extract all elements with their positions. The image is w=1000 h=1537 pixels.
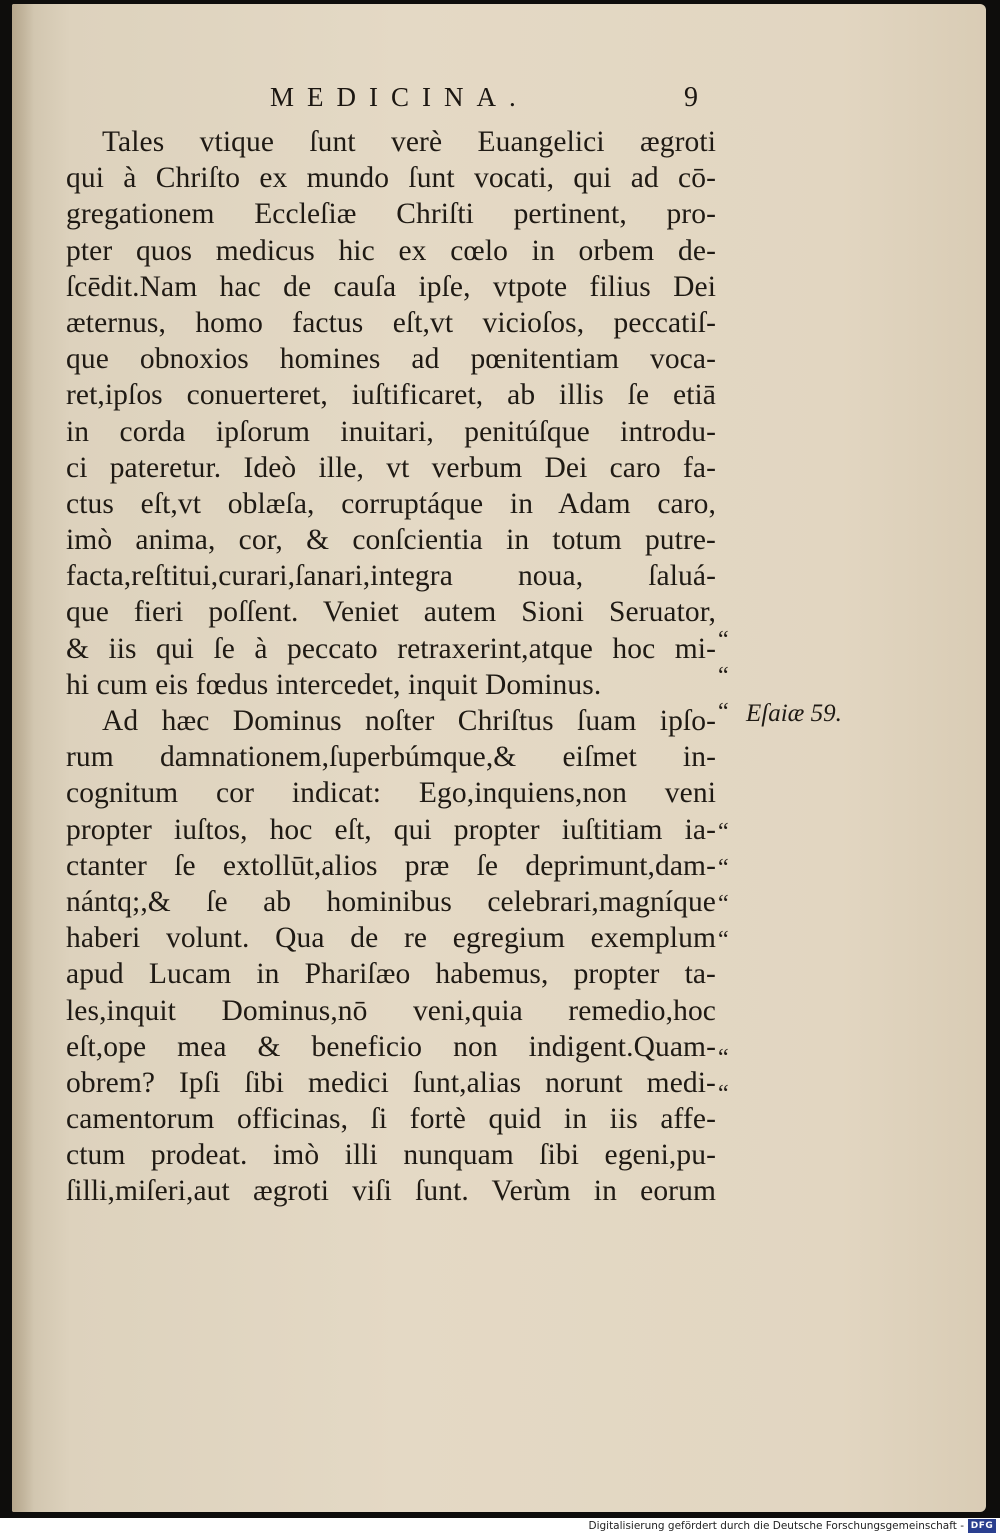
text-line: haberi volunt. Qua de re egregium exemplum (66, 922, 716, 955)
text-line: ctanter ſe extollūt,alios præ ſe deprimunt,dam- (66, 849, 716, 882)
text-line: les,inquit Dominus,nō veni,quia remedio,hoc (66, 994, 716, 1027)
text-line: Tales vtique ſunt verè Euangelici ægroti (102, 126, 716, 158)
text-line: æternus, homo factus eſt,vt vicioſos, peccatiſ- (66, 306, 716, 339)
text-line: ſilli,miſeri,aut ægroti viſi ſunt. Verùm in eorum (66, 1175, 716, 1208)
margin-quote-mark: “ (718, 819, 729, 845)
text-line: pter quos medicus hic ex cœlo in orbem de- (66, 234, 716, 267)
dfg-logo-icon: DFG (968, 1519, 996, 1533)
text-line: camentorum officinas, ſi fortè quid in iis affe- (66, 1103, 716, 1136)
margin-quote-mark: “ (718, 855, 729, 881)
body-text (66, 124, 716, 1210)
text-line: in corda ipſorum inuitari, penitúſque introdu- (66, 415, 716, 448)
text-line: imò anima, cor, & conſcientia in totum putre- (66, 524, 716, 557)
text-line: ctus eſt,vt oblæſa, corruptáque in Adam caro, (66, 487, 716, 520)
text-line: rum damnationem,ſuperbúmque,& eiſmet in- (66, 741, 716, 774)
text-line: ctum prodeat. imò illi nunquam ſibi egeni,pu- (66, 1139, 716, 1172)
margin-quote-mark: “ (718, 663, 729, 689)
text-line: propter iuſtos, hoc eſt, qui propter iuſtitiam ia- (66, 813, 716, 846)
text-line: qui à Chriſto ex mundo ſunt vocati, qui ad cō- (66, 162, 716, 195)
text-line: cognitum cor indicat: Ego,inquiens,non veni (66, 777, 716, 810)
footer-credit: Digitalisierung gefördert durch die Deutsche Forschungsgemeinschaft - (588, 1520, 964, 1532)
text-line: obrem? Ipſi ſibi medici ſunt,alias norunt medi- (66, 1066, 716, 1099)
margin-note-scripture-reference: Eſaiæ 59. (746, 700, 842, 727)
text-line: & iis qui ſe à peccato retraxerint,atque hoc mi- (66, 632, 716, 665)
text-line: Ad hæc Dominus noſter Chriſtus ſuam ipſo- (102, 705, 716, 737)
text-line: hi cum eis fœdus intercedet, inquit Dominus. (66, 668, 602, 701)
margin-quote-mark: “ (718, 627, 729, 653)
text-line: que fieri poſſent. Veniet autem Sioni Seruator, (66, 596, 716, 629)
text-line: nántq;,& ſe ab hominibus celebrari,magníque (66, 885, 716, 918)
margin-quote-mark: “ (718, 927, 729, 953)
text-line: gregationem Eccleſiæ Chriſti pertinent, pro- (66, 198, 716, 231)
text-line: que obnoxios homines ad pœnitentiam voca- (66, 343, 716, 376)
text-line: facta,reſtitui,curari,ſanari,integra noua, ſaluá- (66, 560, 716, 593)
text-line: eſt,ope mea & beneficio non indigent.Quam- (66, 1030, 716, 1063)
page-number: 9 (684, 82, 698, 113)
margin-quote-mark: “ (718, 1081, 729, 1107)
text-line: ci pateretur. Ideò ille, vt verbum Dei caro fa- (66, 451, 716, 484)
text-line: ſcēdit.Nam hac de cauſa ipſe, vtpote filius Dei (66, 270, 716, 303)
margin-quote-mark: “ (718, 891, 729, 917)
page-gutter-shadow (12, 4, 34, 1512)
book-page (12, 4, 986, 1512)
text-line: ret,ipſos conuerteret, iuſtificaret, ab illis ſe etiā (66, 379, 716, 412)
margin-quote-mark: “ (718, 1045, 729, 1071)
running-head: MEDICINA. (270, 82, 529, 112)
margin-quote-mark: “ (718, 699, 729, 725)
text-line: apud Lucam in Phariſæo habemus, propter ta- (66, 958, 716, 991)
